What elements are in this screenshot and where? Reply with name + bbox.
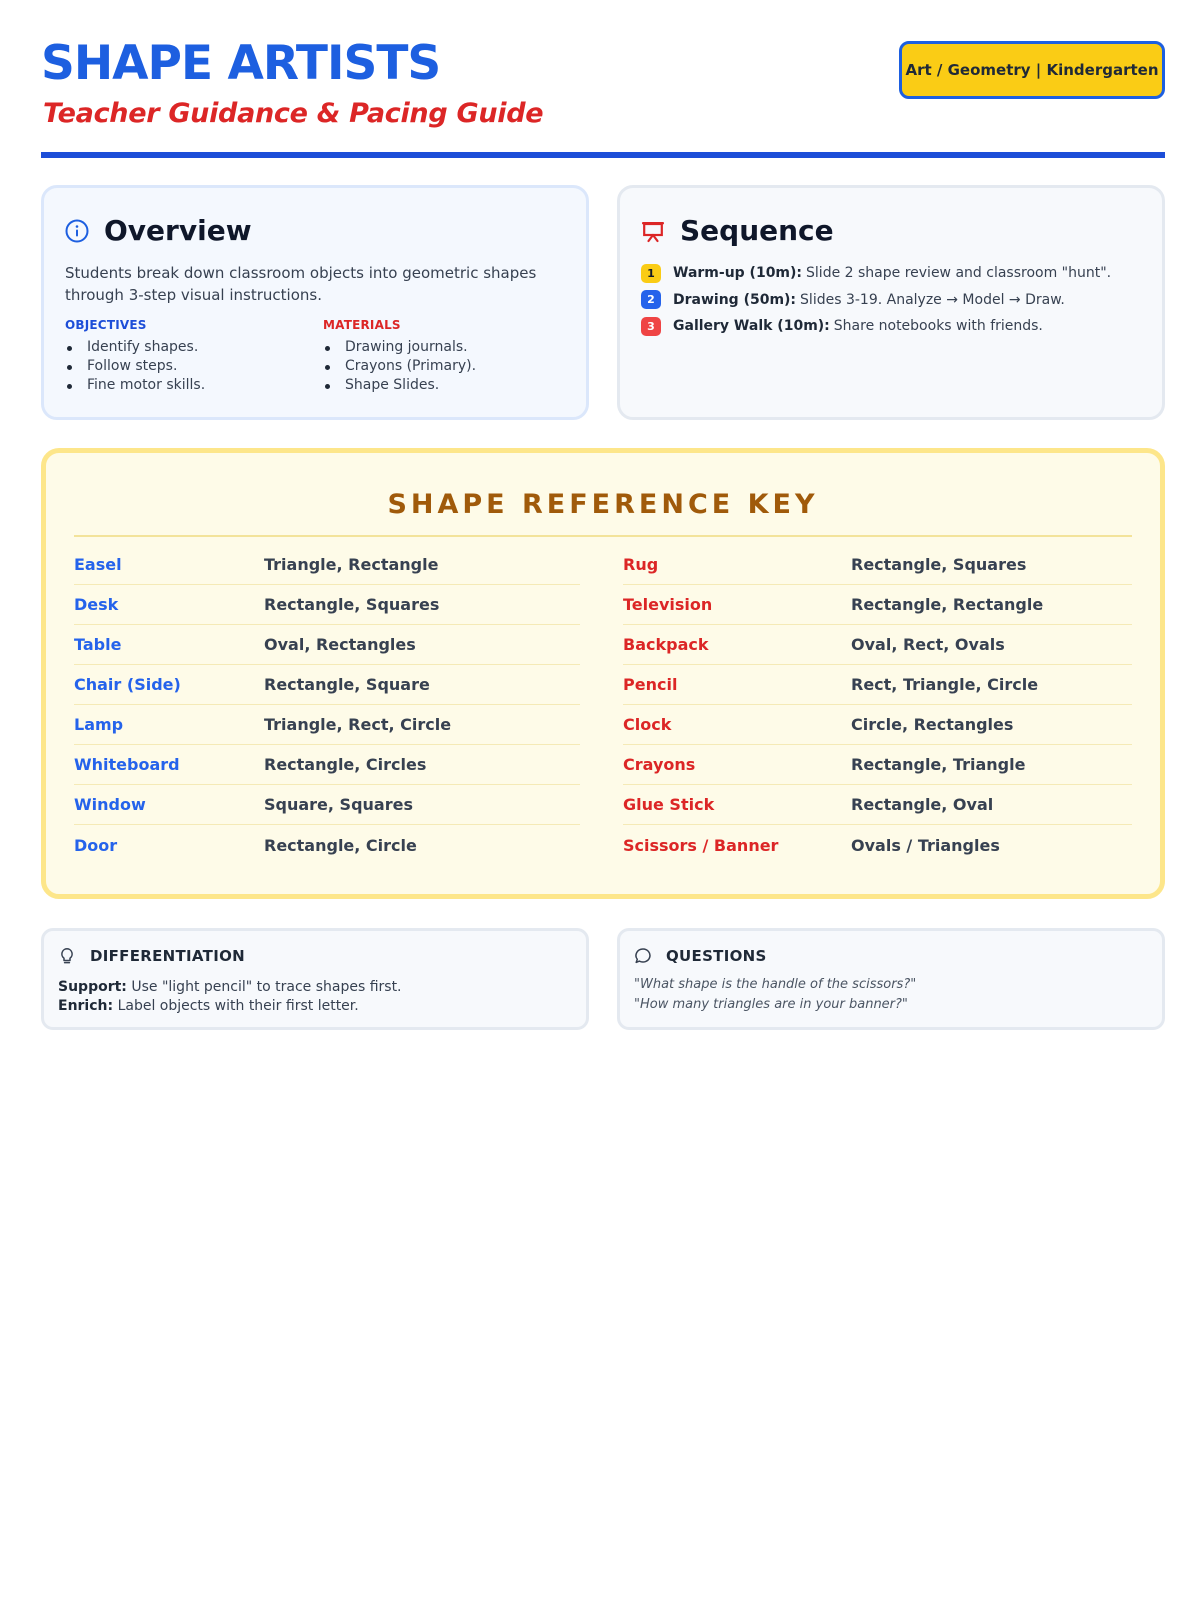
shape-reference-key bbox=[41, 448, 1165, 899]
table-row bbox=[623, 585, 1132, 625]
sequence-step bbox=[641, 287, 1141, 314]
object-shapes: Rectangle, Squares bbox=[851, 555, 1027, 574]
shape-key-left-column bbox=[74, 545, 580, 865]
list-item: Follow steps. bbox=[65, 357, 305, 376]
overview-heading bbox=[64, 214, 252, 247]
questions-body bbox=[634, 975, 916, 1015]
table-row bbox=[74, 825, 580, 865]
object-shapes: Rectangle, Triangle bbox=[851, 755, 1026, 774]
page-subtitle: Teacher Guidance & Pacing Guide bbox=[43, 98, 544, 129]
table-row bbox=[74, 545, 580, 585]
object-shapes: Square, Squares bbox=[264, 795, 413, 814]
shape-key-title: SHAPE REFERENCE KEY bbox=[387, 489, 819, 520]
table-row bbox=[623, 785, 1132, 825]
differentiation-heading bbox=[58, 947, 245, 965]
sequence-step bbox=[641, 260, 1141, 287]
lightbulb-icon bbox=[58, 947, 76, 965]
sequence-heading bbox=[640, 214, 834, 247]
step-text: Share notebooks with friends. bbox=[833, 318, 1043, 335]
objectives-list bbox=[65, 338, 305, 395]
table-row bbox=[623, 625, 1132, 665]
table-row bbox=[74, 745, 580, 785]
overview-description: Students break down classroom objects into geometric shapes through 3-step visual instructions. bbox=[65, 264, 537, 304]
questions-card bbox=[617, 928, 1165, 1030]
object-name: Television bbox=[623, 595, 713, 614]
object-shapes: Oval, Rect, Ovals bbox=[851, 635, 1005, 654]
materials-section bbox=[323, 318, 563, 395]
object-shapes: Rectangle, Oval bbox=[851, 795, 994, 814]
object-shapes: Rect, Triangle, Circle bbox=[851, 675, 1039, 694]
table-row bbox=[623, 545, 1132, 585]
table-row bbox=[623, 825, 1132, 865]
sequence-step bbox=[641, 313, 1141, 340]
table-row bbox=[623, 665, 1132, 705]
table-row bbox=[74, 665, 580, 705]
object-shapes: Rectangle, Circle bbox=[264, 835, 417, 855]
questions-heading bbox=[634, 947, 767, 965]
list-item: Crayons (Primary). bbox=[323, 357, 563, 376]
enrich-text: Label objects with their first letter. bbox=[117, 998, 359, 1014]
step-number-badge: 1 bbox=[641, 264, 661, 283]
step-label: Drawing (50m): bbox=[673, 291, 797, 308]
object-shapes: Triangle, Rectangle bbox=[264, 555, 439, 574]
object-name: Pencil bbox=[623, 675, 678, 694]
support-label: Support: bbox=[58, 979, 127, 995]
object-name: Lamp bbox=[74, 715, 124, 734]
step-number-badge: 3 bbox=[641, 317, 661, 336]
list-item: Shape Slides. bbox=[323, 376, 563, 395]
table-row bbox=[74, 625, 580, 665]
materials-heading: MATERIALS bbox=[323, 318, 401, 332]
list-item: Fine motor skills. bbox=[65, 376, 305, 395]
speech-bubble-icon bbox=[634, 947, 652, 965]
questions-title: QUESTIONS bbox=[666, 947, 767, 965]
sequence-card bbox=[617, 185, 1165, 420]
objectives-heading: OBJECTIVES bbox=[65, 318, 147, 332]
table-row bbox=[74, 785, 580, 825]
object-name: Door bbox=[74, 835, 118, 855]
object-shapes: Rectangle, Rectangle bbox=[851, 595, 1044, 614]
presentation-icon bbox=[640, 218, 666, 244]
object-name: Chair (Side) bbox=[74, 675, 181, 694]
object-name: Crayons bbox=[623, 755, 696, 774]
enrich-label: Enrich: bbox=[58, 998, 114, 1014]
object-shapes: Rectangle, Square bbox=[264, 675, 430, 694]
object-shapes: Circle, Rectangles bbox=[851, 715, 1014, 734]
table-row bbox=[623, 705, 1132, 745]
object-name: Whiteboard bbox=[74, 755, 180, 774]
step-number-badge: 2 bbox=[641, 290, 661, 309]
enrich-line bbox=[58, 997, 402, 1016]
overview-card bbox=[41, 185, 589, 420]
page-header bbox=[41, 36, 1165, 158]
object-name: Easel bbox=[74, 555, 122, 574]
table-row bbox=[74, 705, 580, 745]
object-shapes: Triangle, Rect, Circle bbox=[264, 715, 452, 734]
object-name: Clock bbox=[623, 715, 672, 734]
divider bbox=[74, 535, 1132, 537]
object-shapes: Oval, Rectangles bbox=[264, 635, 416, 654]
subject-grade-badge: Art / Geometry | Kindergarten bbox=[899, 41, 1165, 99]
shape-key-right-column bbox=[623, 545, 1132, 865]
question-item: "How many triangles are in your banner?" bbox=[634, 997, 908, 1012]
materials-list bbox=[323, 338, 563, 395]
page-title: SHAPE ARTISTS bbox=[41, 36, 441, 91]
step-text: Slides 3-19. Analyze → Model → Draw. bbox=[800, 291, 1065, 308]
object-shapes: Rectangle, Squares bbox=[264, 595, 440, 614]
question-item: "What shape is the handle of the scissors?" bbox=[634, 977, 917, 992]
object-name: Backpack bbox=[623, 635, 709, 654]
object-name: Window bbox=[74, 795, 146, 814]
objectives-section bbox=[65, 318, 305, 395]
support-text: Use "light pencil" to trace shapes first. bbox=[131, 979, 402, 995]
object-shapes: Rectangle, Circles bbox=[264, 755, 427, 774]
list-item: Drawing journals. bbox=[323, 338, 563, 357]
sequence-list bbox=[641, 260, 1141, 340]
differentiation-title: DIFFERENTIATION bbox=[90, 947, 245, 965]
object-name: Table bbox=[74, 635, 122, 654]
step-label: Gallery Walk (10m): bbox=[673, 318, 830, 335]
info-circle-icon bbox=[64, 218, 90, 244]
list-item: Identify shapes. bbox=[65, 338, 305, 357]
table-row bbox=[74, 585, 580, 625]
sequence-title: Sequence bbox=[680, 214, 834, 247]
object-name: Scissors / Banner bbox=[623, 835, 779, 855]
table-row bbox=[623, 745, 1132, 785]
object-name: Desk bbox=[74, 595, 119, 614]
differentiation-card bbox=[41, 928, 589, 1030]
object-name: Rug bbox=[623, 555, 659, 574]
object-shapes: Ovals / Triangles bbox=[851, 835, 1000, 855]
overview-title: Overview bbox=[104, 214, 252, 247]
differentiation-body bbox=[58, 978, 402, 1016]
object-name: Glue Stick bbox=[623, 795, 715, 814]
step-label: Warm-up (10m): bbox=[673, 265, 803, 282]
support-line bbox=[58, 978, 402, 997]
step-text: Slide 2 shape review and classroom "hunt". bbox=[806, 265, 1112, 282]
